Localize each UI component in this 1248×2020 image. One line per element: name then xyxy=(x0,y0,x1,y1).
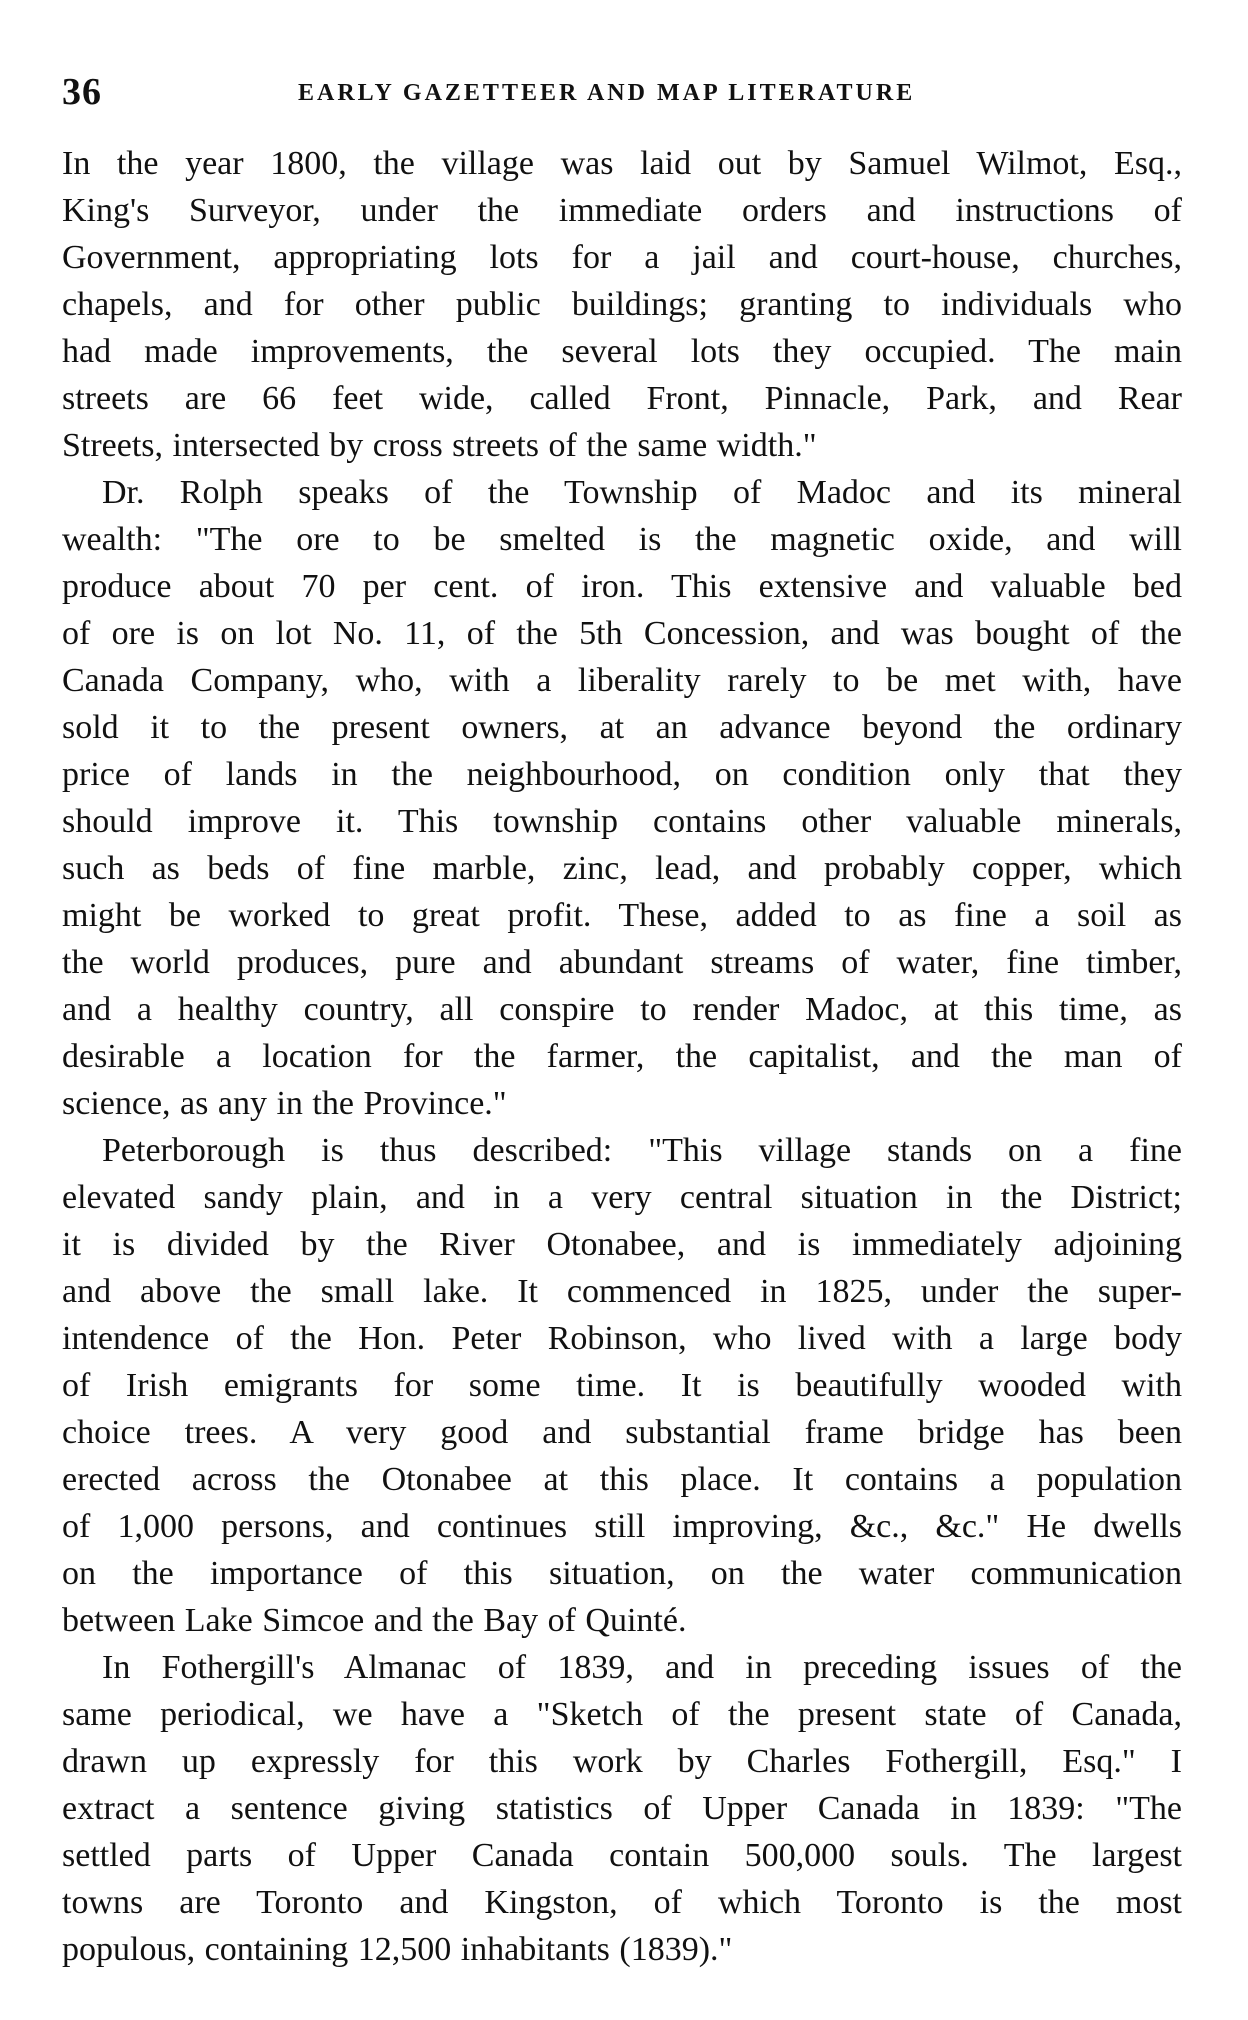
text-line: extract a sentence giving statistics of Upper Canada in 1839: "The xyxy=(62,1790,1182,1827)
text-line: erected across the Otonabee at this place. It contains a population xyxy=(62,1461,1182,1498)
text-line: populous, containing 12,500 inhabitants (1839)." xyxy=(62,1931,733,1968)
paragraph xyxy=(62,1644,1182,1973)
text-line: In the year 1800, the village was laid out by Samuel Wilmot, Esq., xyxy=(62,145,1182,182)
text-line: towns are Toronto and Kingston, of which Toronto is the most xyxy=(62,1884,1182,1921)
text-line: desirable a location for the farmer, the capitalist, and the man of xyxy=(62,1038,1182,1075)
text-line: Peterborough is thus described: "This village stands on a fine xyxy=(102,1132,1182,1169)
text-line: Streets, intersected by cross streets of the same width." xyxy=(62,427,817,464)
text-line: on the importance of this situation, on the water communication xyxy=(62,1555,1182,1592)
text-line: of 1,000 persons, and continues still improving, &c., &c." He dwells xyxy=(62,1508,1182,1545)
text-line: between Lake Simcoe and the Bay of Quinté. xyxy=(62,1602,687,1639)
text-line: same periodical, we have a "Sketch of the present state of Canada, xyxy=(62,1696,1182,1733)
text-line: the world produces, pure and abundant streams of water, fine timber, xyxy=(62,944,1182,981)
text-line: of Irish emigrants for some time. It is beautifully wooded with xyxy=(62,1367,1182,1404)
text-line: wealth: "The ore to be smelted is the magnetic oxide, and will xyxy=(62,521,1182,558)
text-line: In Fothergill's Almanac of 1839, and in preceding issues of the xyxy=(102,1649,1182,1686)
paragraph xyxy=(62,1127,1182,1644)
body-text xyxy=(62,140,1182,1973)
text-line: produce about 70 per cent. of iron. This extensive and valuable bed xyxy=(62,568,1182,605)
text-line: of ore is on lot No. 11, of the 5th Concession, and was bought of the xyxy=(62,615,1182,652)
text-line: elevated sandy plain, and in a very central situation in the District; xyxy=(62,1179,1182,1216)
page-number: 36 xyxy=(62,71,102,113)
text-line: and above the small lake. It commenced in 1825, under the super- xyxy=(62,1273,1182,1310)
text-line: chapels, and for other public buildings; granting to individuals who xyxy=(62,286,1182,323)
text-line: it is divided by the River Otonabee, and is immediately adjoining xyxy=(62,1226,1182,1263)
book-page xyxy=(62,70,1182,1973)
text-line: price of lands in the neighbourhood, on condition only that they xyxy=(62,756,1182,793)
text-line: Dr. Rolph speaks of the Township of Madoc and its mineral xyxy=(102,474,1182,511)
text-line: had made improvements, the several lots they occupied. The main xyxy=(62,333,1182,370)
paragraph xyxy=(62,140,1182,469)
text-line: such as beds of fine marble, zinc, lead, and probably copper, which xyxy=(62,850,1182,887)
text-line: Government, appropriating lots for a jail and court-house, churches, xyxy=(62,239,1182,276)
text-line: drawn up expressly for this work by Charles Fothergill, Esq." I xyxy=(62,1743,1182,1780)
text-line: sold it to the present owners, at an advance beyond the ordinary xyxy=(62,709,1182,746)
text-line: streets are 66 feet wide, called Front, Pinnacle, Park, and Rear xyxy=(62,380,1182,417)
text-line: intendence of the Hon. Peter Robinson, who lived with a large body xyxy=(62,1320,1182,1357)
running-title: EARLY GAZETTEER AND MAP LITERATURE xyxy=(298,80,916,106)
paragraph xyxy=(62,469,1182,1127)
running-head xyxy=(62,70,1182,122)
text-line: should improve it. This township contains other valuable minerals, xyxy=(62,803,1182,840)
text-line: might be worked to great profit. These, added to as fine a soil as xyxy=(62,897,1182,934)
text-line: choice trees. A very good and substantial frame bridge has been xyxy=(62,1414,1182,1451)
text-line: settled parts of Upper Canada contain 500,000 souls. The largest xyxy=(62,1837,1182,1874)
text-line: science, as any in the Province." xyxy=(62,1085,507,1122)
text-line: King's Surveyor, under the immediate orders and instructions of xyxy=(62,192,1182,229)
text-line: and a healthy country, all conspire to render Madoc, at this time, as xyxy=(62,991,1182,1028)
text-line: Canada Company, who, with a liberality rarely to be met with, have xyxy=(62,662,1182,699)
